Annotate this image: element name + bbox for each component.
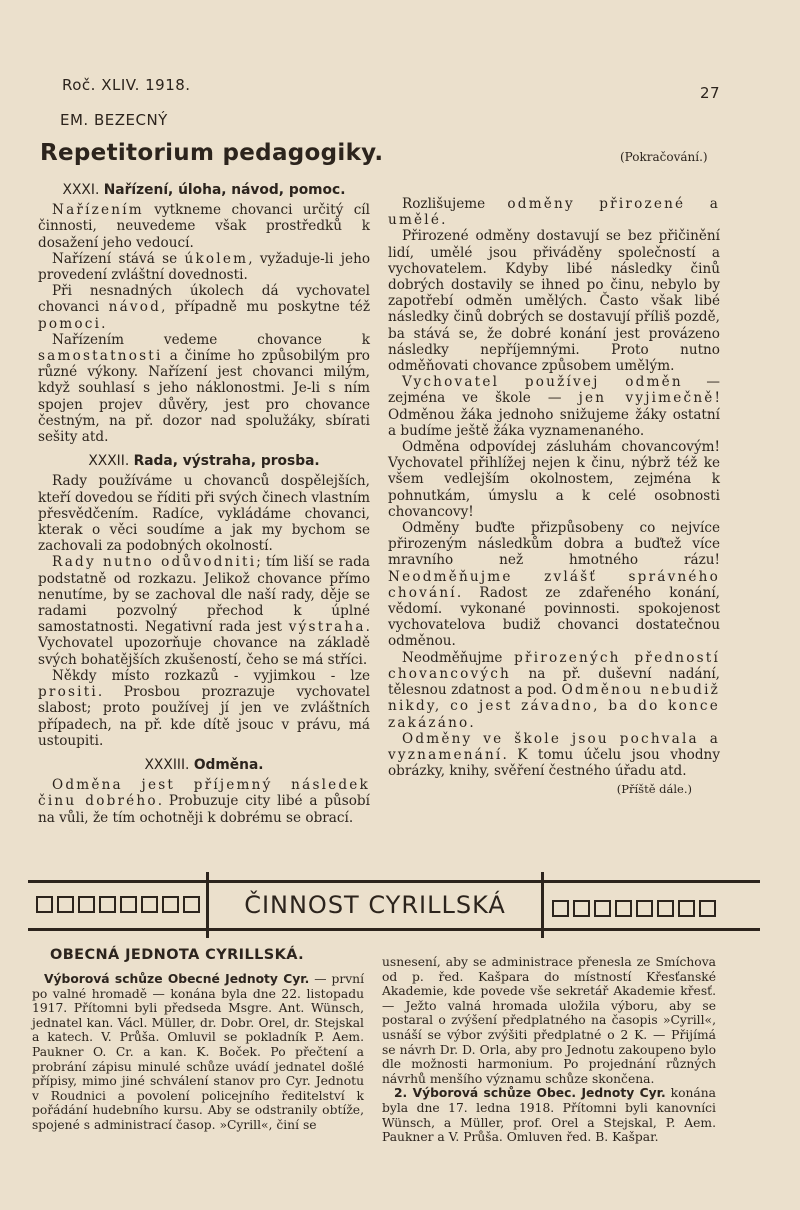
page-number: 27 bbox=[700, 84, 721, 102]
section-33-heading: XXXIII. Odměna. bbox=[144, 756, 264, 773]
paragraph: Někdy místo rozkazů - vyjimkou - lze prositi. Prosbou prozrazuje vychovatel slabost; proto používej jí jen ve zvláštních případech, na př. kde dítě jsouc v právu, má ustoupiti. bbox=[38, 667, 370, 749]
paragraph: Nařízení stává se úkolem, vyžaduje-li jeho provedení zvláštní dovednosti. bbox=[38, 250, 371, 284]
paragraph: Přirozené odměny dostavují se bez přičinění lidí, umělé jsou přiváděny společností a vychovatelem. Kdyby libé následky činů dobrých dostavily se ihned po činu, nebylo by zapotřebí odměn umělých. Často však libé následky činů dobrých se dostavují příliš pozdě, ba stává se, že dobré konání jest provázeno následky nepříjemnými. Proto nutno odměňovati chovance způsobem umělým. bbox=[388, 228, 720, 375]
paragraph: Rozlišujeme odměny přirozené a umělé. bbox=[388, 196, 720, 229]
paragraph: Neodměňujme přirozených předností chovancových na př. duševní nadání, tělesnou zdatnost a pod. Odměnou nebudiž nikdy, co jest závadno, ba do konce zakázáno. bbox=[388, 649, 720, 731]
bottom-left-column bbox=[32, 972, 364, 1133]
banner-boxes-left bbox=[36, 896, 200, 913]
journal-volume: Roč. XLIV. 1918. bbox=[62, 76, 191, 94]
paragraph: 2. Výborová schůze Obec. Jednoty Cyr. konána byla dne 17. ledna 1918. Přítomni byli kanovníci Wünsch, a Müller, prof. Orel a Stejskal, P. Aem. Paukner a V. Průša. Omluven řed. B. Kašpar. bbox=[382, 1086, 717, 1145]
paragraph: usnesení, aby se administrace přenesla ze Smíchova od p. řed. Kašpara do místností Křesťanské Akademie, kde povede vše sekretář Akademie křesť. — Ježto valná hromada uložila výboru, aby se postaral o zvýšení předplatného na časopis »Cyrill«, usnáší se výbor zvýšiti předplatné o 2 K. — Přijímá se návrh Dr. D. Orla, aby pro Jednotu zakoupeno bylo dle možnosti harmonium. Po projednání různých návrhů menšího významu schůze skončena. bbox=[382, 955, 716, 1086]
continued-next-note: (Příště dále.) bbox=[616, 782, 692, 797]
banner-boxes-right bbox=[552, 900, 716, 917]
paragraph: Odměny buďte přizpůsobeny co nejvíce přirozeným následkům dobra a buďtež více mravního než hmotného rázu! Neodměňujme zvlášť správného chování. Radost ze zdařeného konání, vědomí. vykonané povinnosti. spokojenost vychovatelova budiž chovanci dostatečnou odměnou. bbox=[388, 520, 720, 650]
section-31-heading: XXXI. Nařízení, úloha, návod, pomoc. bbox=[62, 182, 346, 198]
paragraph: Odměna jest příjemný následek činu dobrého. Probuzuje city libé a působí na vůli, že tím ochotněji k dobrému se obrací. bbox=[38, 777, 370, 826]
paragraph: Při nesnadných úkolech dá vychovatel chovanci návod, případně mu poskytne též pomoci. bbox=[38, 283, 370, 332]
paragraph: Vychovatel používej odměn — zejména ve škole — jen vyjimečně! Odměnou žáka jednoho snižujeme žáky ostatní a budíme ještě žáka vyznamenaného. bbox=[388, 374, 720, 439]
section-banner-title: ČINNOST CYRILLSKÁ bbox=[244, 891, 506, 919]
paragraph: Výborová schůze Obecné Jednoty Cyr. — první po valné hromadě — konána byla dne 22. listopadu 1917. Přítomni byli předseda Msgre. Ant. Wünsch, jednatel kan. Václ. Müller, dr. Dobr. Orel, dr. Stejskal a katech. V. Průša. Omluvil se pokladník P. Aem. Paukner O. Cr. a kan. K. Boček. Po přečtení a probrání zápisu minulé schůze uvádí jednatel došlé přípisy, mimo jiné schválení stanov pro Cyr. Jednotu v Roudnici a povolení policejního ředitelství k pořádání hudebního kursu. Aby se odstranily obtíže, spojené s administrací časop. »Cyrill«, činí se bbox=[32, 972, 364, 1132]
section-32-heading: XXXII. Rada, výstraha, prosba. bbox=[88, 453, 320, 470]
author: EM. BEZECNÝ bbox=[60, 111, 168, 129]
continued-note: (Pokračování.) bbox=[620, 150, 708, 164]
paragraph: Rady používáme u chovanců dospělejších, kteří dovedou se říditi při svých činech vlastním přesvědčením. Radíce, vykládáme chovanci, kterak o věci soudíme a jak my bychom se zachovali za podobných okolností. bbox=[38, 473, 370, 555]
paragraph: Odměna odpovídej zásluhám chovancovým! Vychovatel přihlížej nejen k činu, nýbrž též ke všem vedlejším okolnostem, zejména k pohnutkám, úmyslu a k celé osobnosti chovancovy! bbox=[388, 439, 720, 520]
bottom-right-column bbox=[382, 955, 716, 1145]
left-column bbox=[38, 177, 370, 826]
paragraph: Nařízením vytkneme chovanci určitý cíl činnosti, neuvedeme však prostředků k dosažení jeho vedoucí. bbox=[38, 202, 370, 251]
paragraph: Odměny ve škole jsou pochvala a vyznamenání. K tomu účelu jsou vhodny obrázky, knihy, svěření čestného úřadu atd. bbox=[388, 730, 720, 780]
right-column bbox=[388, 196, 720, 798]
paragraph: Nařízením vedeme chovance k samostatnosti a činíme ho způsobilým pro různé výkony. Nařízení jest chovanci milým, když souhlasí s jeho náklonostmi. Je-li s ním spojen projev důvěry, jest pro chovance čestným, na př. dozor nad spolužáky, sbírati sešity atd. bbox=[38, 331, 370, 446]
paragraph: Rady nutno odůvodniti; tím liší se rada podstatně od rozkazu. Jelikož chovance přímo nenutíme, by se zachoval dle naší rady, děje se radami pozvolný přechod k úplné samostatnosti. Negativní rada jest výstraha. Vychovatel upozorňuje chovance na základě svých bohatějších zkušeností, čeho se má stříci. bbox=[38, 554, 370, 668]
article-title: Repetitorium pedagogiky. bbox=[40, 140, 384, 166]
society-heading: OBECNÁ JEDNOTA CYRILLSKÁ. bbox=[50, 947, 305, 963]
